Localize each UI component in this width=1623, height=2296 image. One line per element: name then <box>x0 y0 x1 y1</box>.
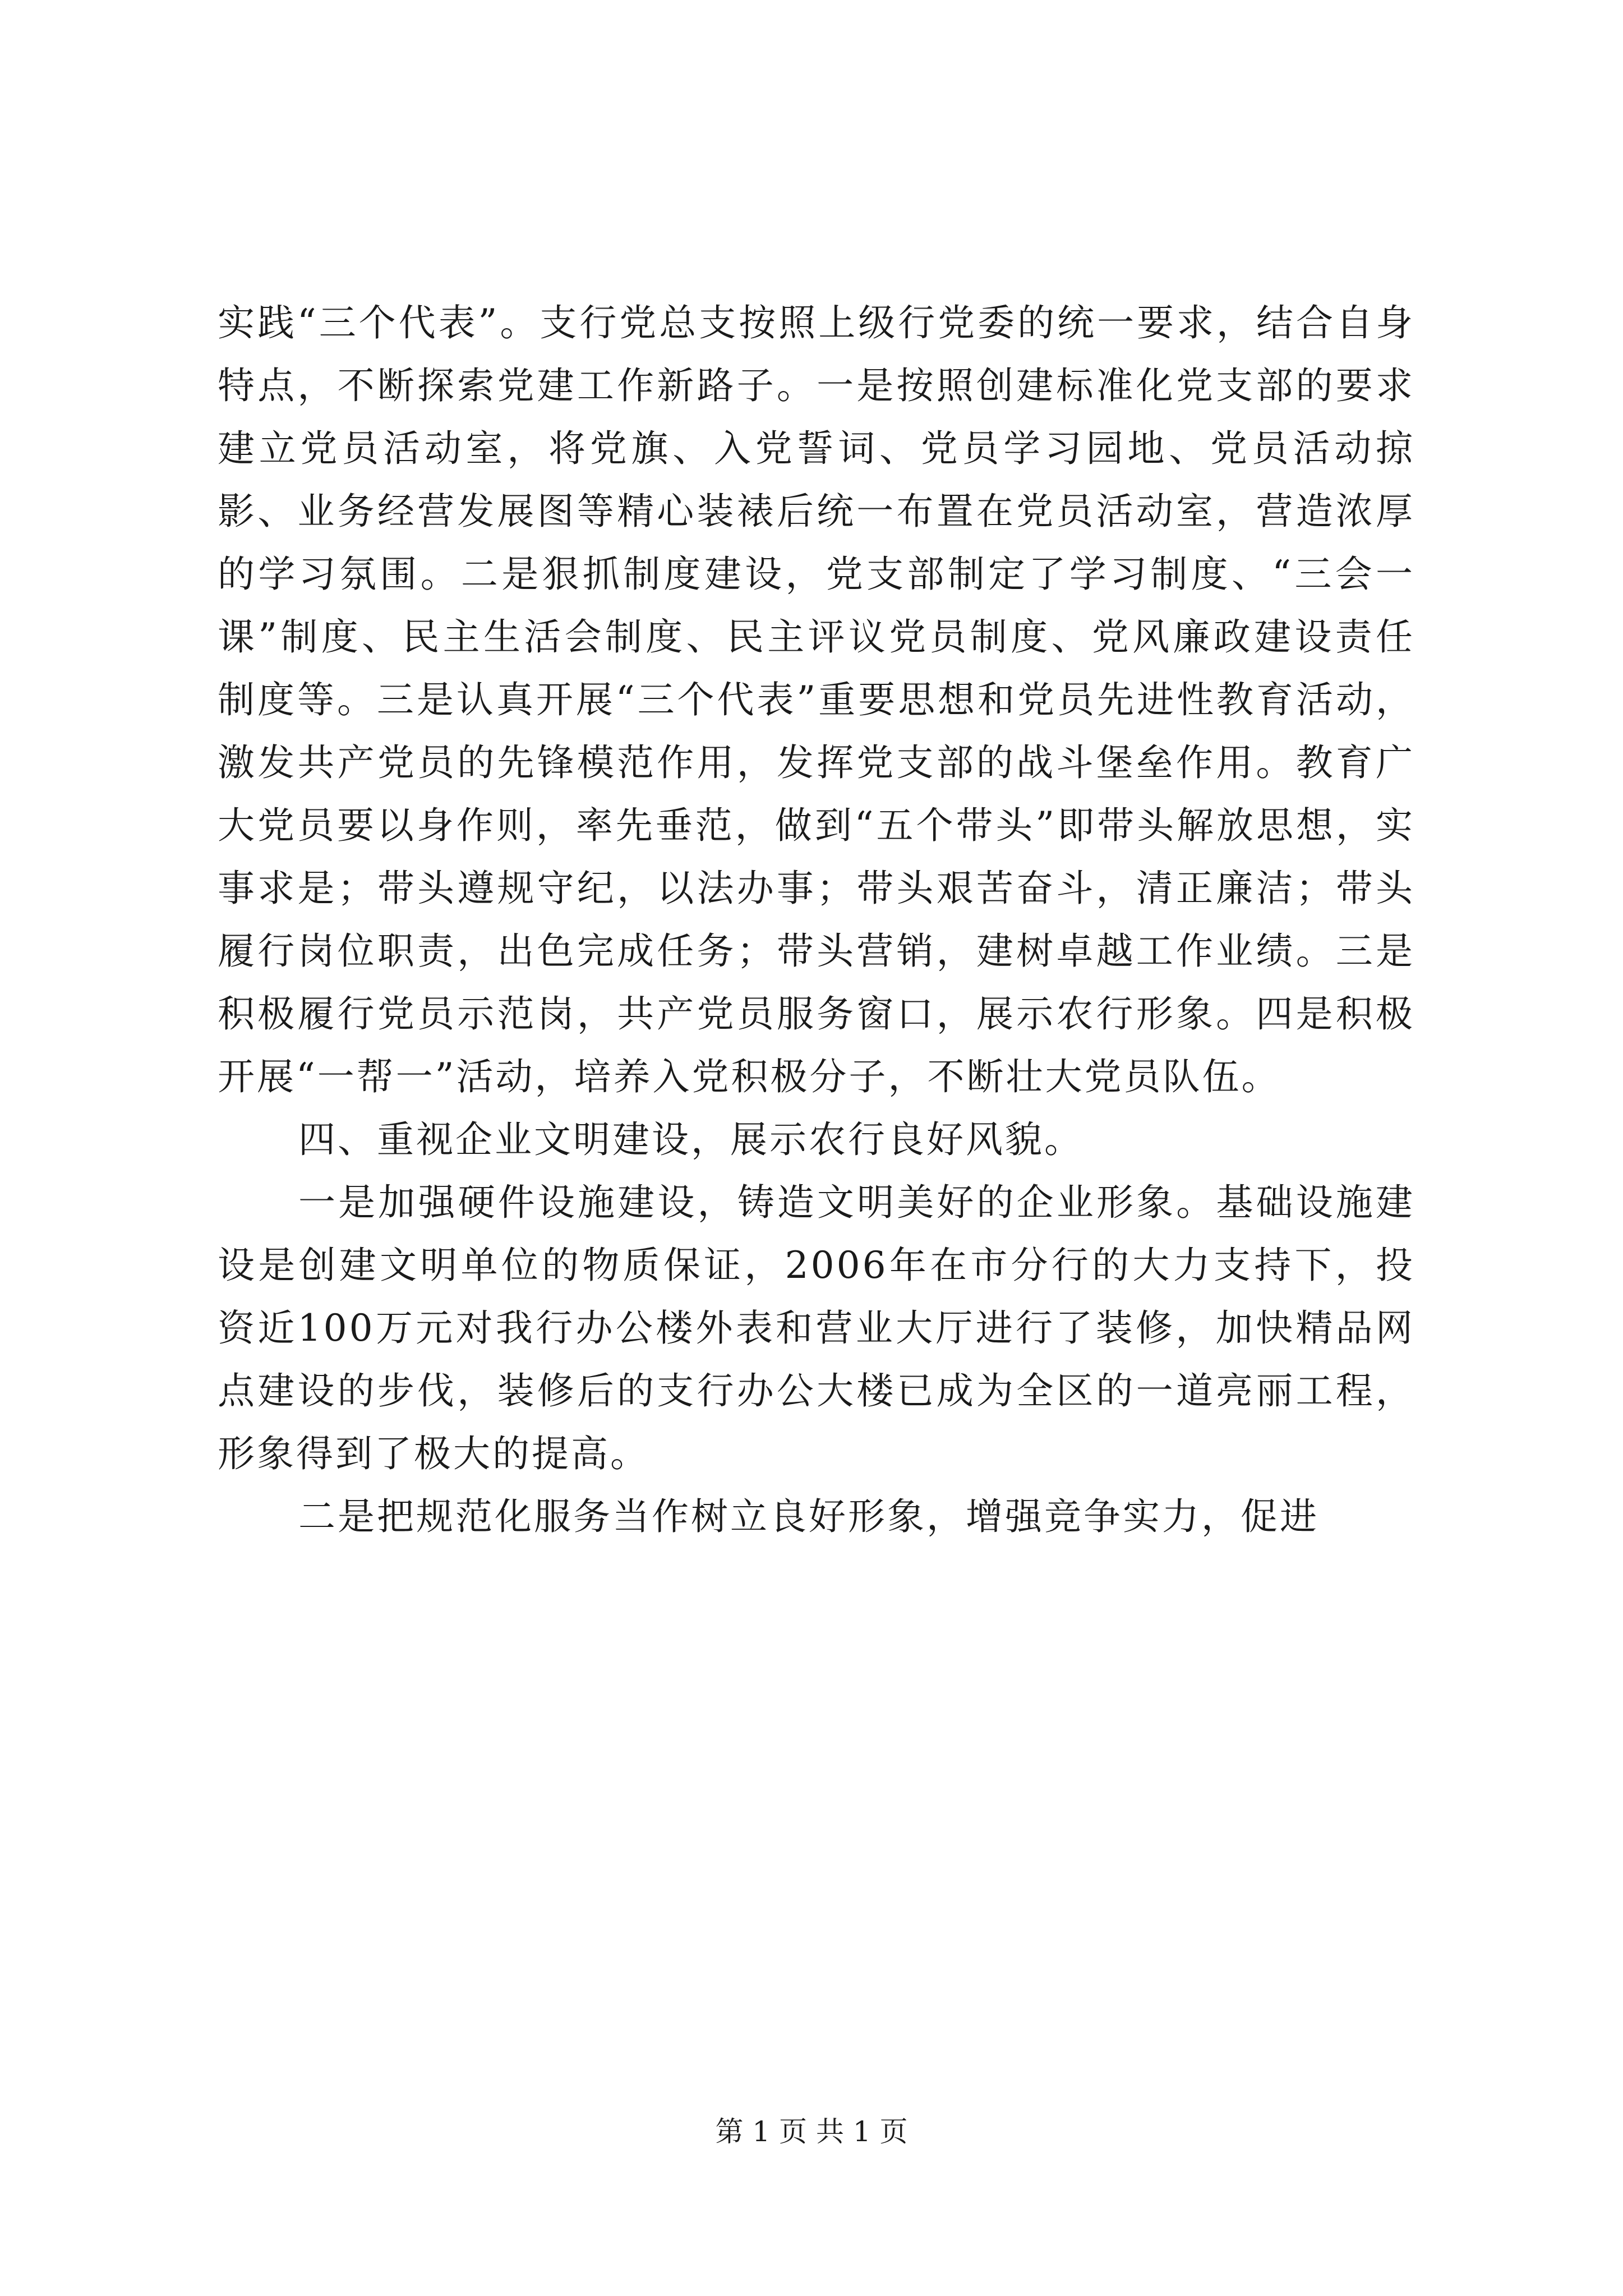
section-heading: 四、重视企业文明建设，展示农行良好风貌。 <box>298 1118 1083 1161</box>
paragraph-4: 二是把规范化服务当作树立良好形象，增强竞争实力，促进 <box>298 1495 1319 1538</box>
paragraph-3: 一是加强硬件设施建设，铸造文明美好的企业形象。基础设施建设是创建文明单位的物质保证，2006年在市分行的大力支持下，投资近100万元对我行办公楼外表和营业大厅进行了装修，加快精品网点建设的步伐，装修后的支行办公大楼已成为全区的一道亮丽工程，形象得到了极大的提高。 <box>218 1181 1415 1475</box>
document-body <box>218 292 1415 1548</box>
paragraph-1: 实践“三个代表”。支行党总支按照上级行党委的统一要求，结合自身特点，不断探索党建工作新路子。一是按照创建标准化党支部的要求建立党员活动室，将党旗、入党誓词、党员学习园地、党员活动掠影、业务经营发展图等精心装裱后统一布置在党员活动室，营造浓厚的学习氛围。二是狠抓制度建设，党支部制定了学习制度、“三会一课”制度、民主生活会制度、民主评议党员制度、党风廉政建设责任制度等。三是认真开展“三个代表”重要思想和党员先进性教育活动，激发共产党员的先锋模范作用，发挥党支部的战斗堡垒作用。教育广大党员要以身作则，率先垂范，做到“五个带头”即带头解放思想，实事求是；带头遵规守纪，以法办事；带头艰苦奋斗，清正廉洁；带头履行岗位职责，出色完成任务；带头营销，建树卓越工作业绩。三是积极履行党员示范岗，共产党员服务窗口，展示农行形象。四是积极开展“一帮一”活动，培养入党积极分子，不断壮大党员队伍。 <box>218 301 1415 1098</box>
page-footer: 第 1 页 共 1 页 <box>715 2115 908 2148</box>
